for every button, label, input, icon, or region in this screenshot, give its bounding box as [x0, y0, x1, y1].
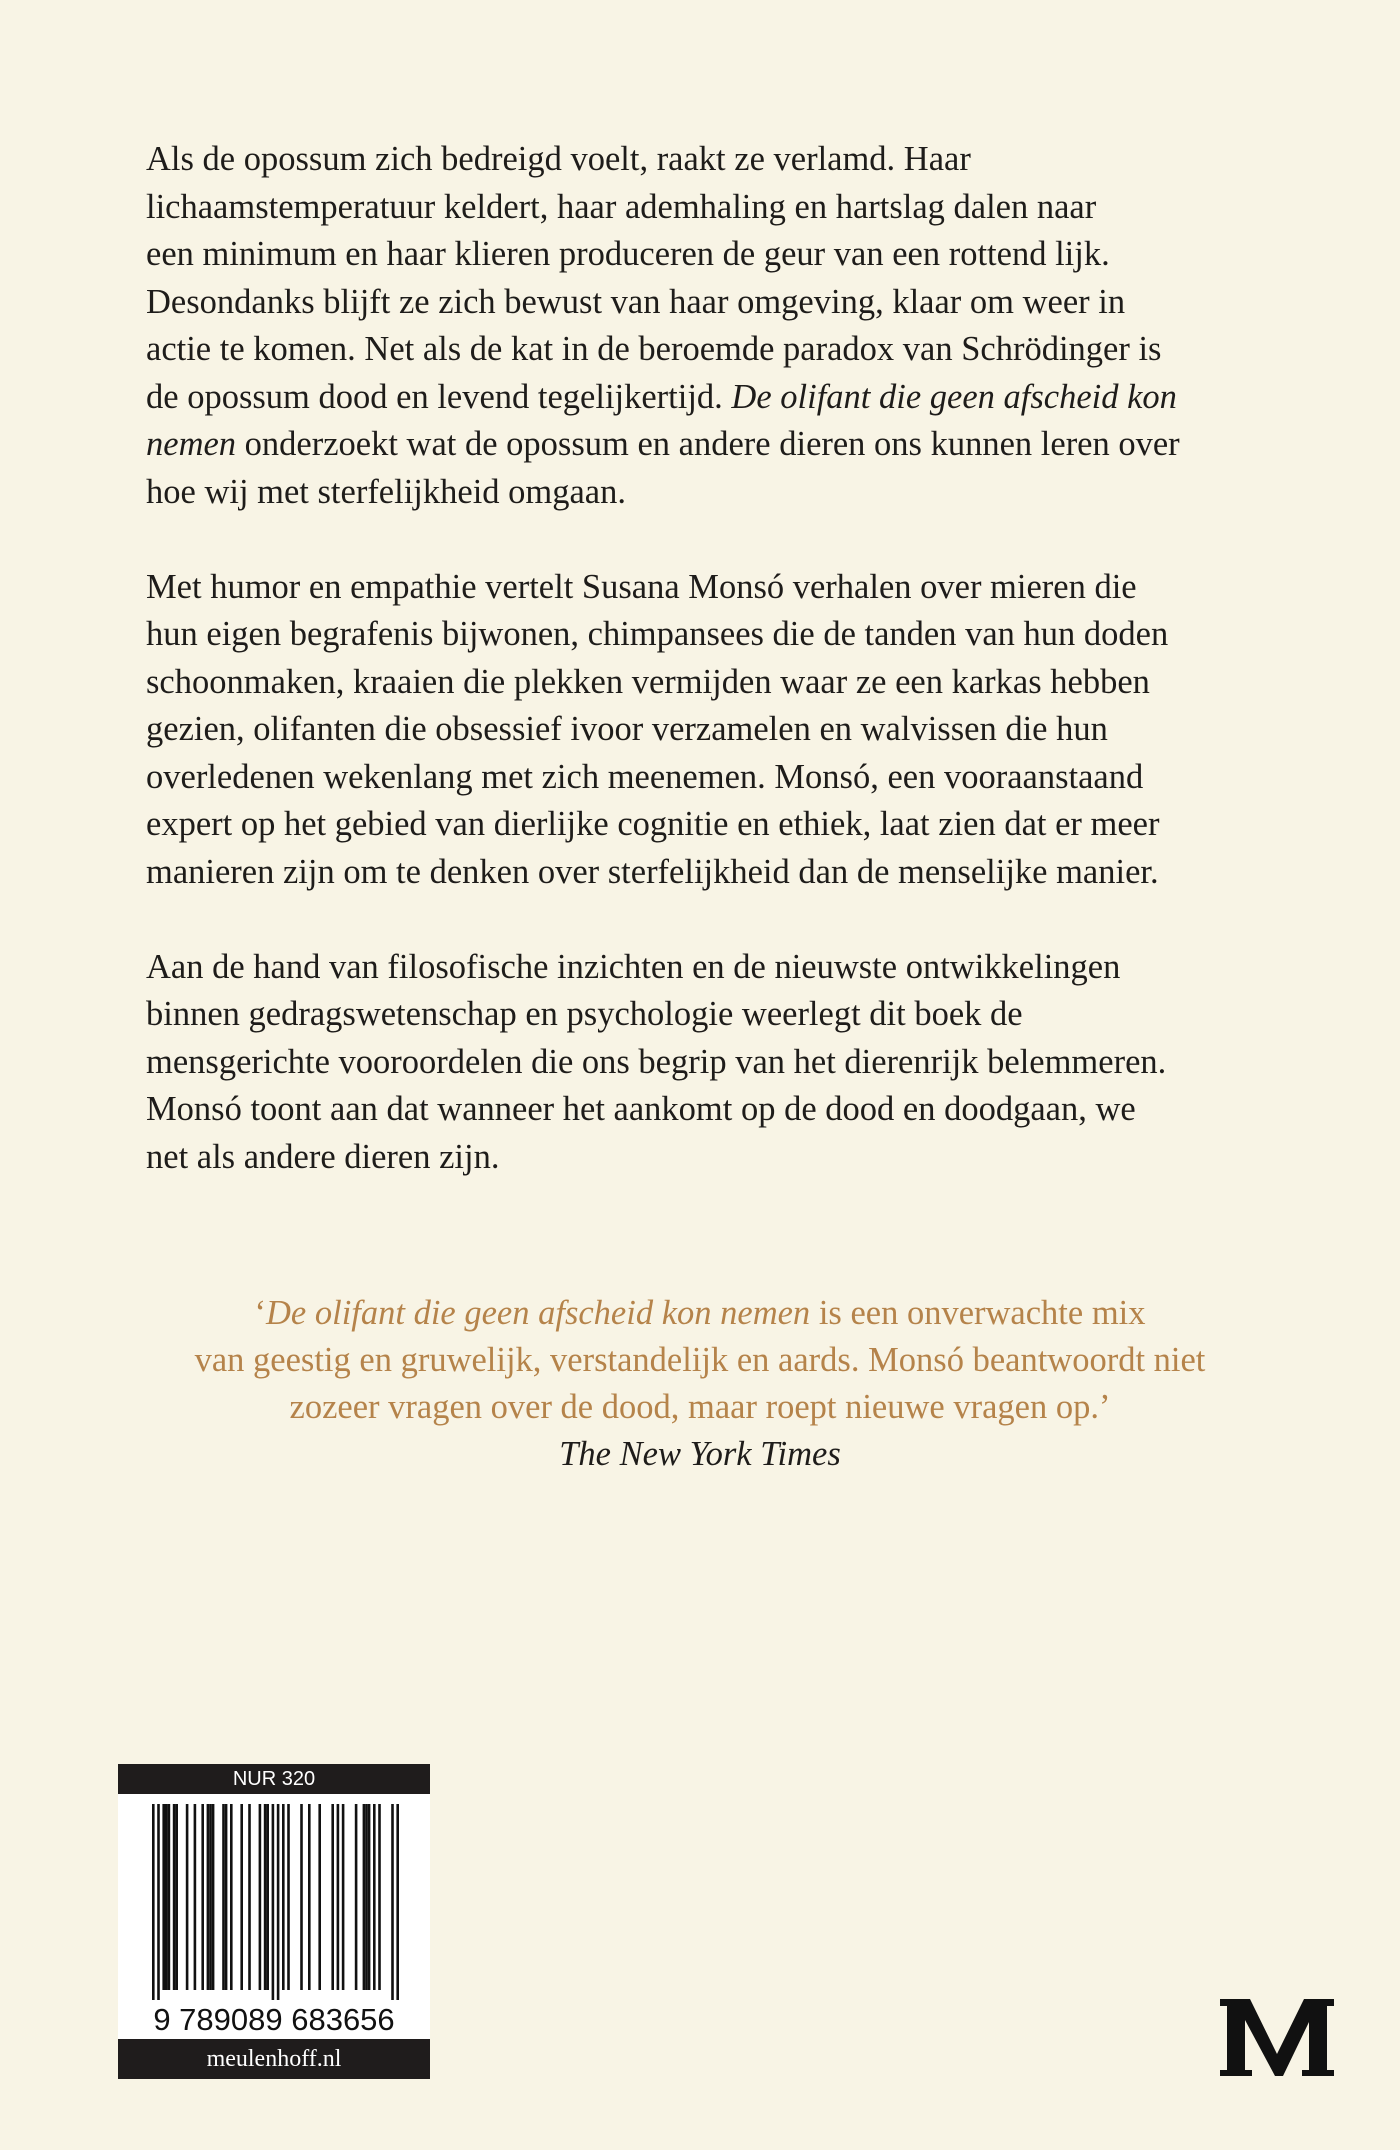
text-line	[146, 754, 1286, 802]
barcode-bar	[162, 1804, 165, 1990]
barcode-bar	[157, 1804, 160, 2000]
text-line	[146, 991, 1286, 1039]
barcode-bar	[308, 1804, 311, 1990]
barcode-bar	[363, 1804, 366, 1990]
barcode-bar	[152, 1804, 155, 2000]
text-segment: van geestig en gruwelijk, verstandelijk en aards. Monsó beantwoordt niet	[194, 1341, 1206, 1379]
text-segment: Als de opossum zich bedreigd voelt, raakt ze verlamd. Haar	[146, 140, 971, 178]
barcode-bar	[173, 1804, 176, 1990]
quote-attribution: The New York Times	[559, 1435, 841, 1473]
text-segment: hoe wij met sterfelijkheid omgaan.	[146, 472, 626, 511]
review-quote-text	[0, 1290, 1400, 1431]
text-line	[146, 136, 1286, 184]
barcode-bar	[212, 1804, 215, 1990]
text-segment: Met humor en empathie vertelt Susana Monsó verhalen over mieren die	[146, 567, 1137, 606]
text-line	[146, 659, 1286, 707]
barcode-bar	[225, 1804, 228, 1990]
text-segment: een minimum en haar klieren produceren de geur van een rottend lijk.	[146, 235, 1110, 273]
barcode-bar	[331, 1804, 334, 1990]
text-segment: binnen gedragswetenschap en psychologie weerlegt dit boek de	[146, 995, 1023, 1033]
barcode-bar	[287, 1804, 290, 1990]
text-line	[146, 849, 1286, 897]
text-line	[146, 1134, 1286, 1182]
text-line	[146, 279, 1286, 327]
blurb-text	[146, 136, 1286, 1181]
barcode-block	[118, 1764, 430, 2079]
isbn-number: 9 789089 683656	[153, 2002, 395, 2037]
text-line	[146, 564, 1286, 612]
barcode-bar	[248, 1804, 251, 1990]
barcode-bar	[365, 1804, 368, 1990]
text-line	[146, 1086, 1286, 1134]
italic-book-title: De olifant die geen afscheid kon nemen	[266, 1294, 811, 1332]
text-line	[146, 706, 1286, 754]
text-line	[146, 1039, 1286, 1087]
barcode-bar	[337, 1804, 340, 1990]
text-segment: onderzoekt wat de opossum en andere dieren ons kunnen leren over	[236, 425, 1180, 463]
text-line	[146, 611, 1286, 659]
barcode-bar	[165, 1804, 168, 1990]
text-segment: Aan de hand van filosofische inzichten en de nieuwste ontwikkelingen	[146, 947, 1121, 986]
barcode-bar	[396, 1804, 399, 2000]
text-line	[146, 231, 1286, 279]
blurb-paragraph	[146, 136, 1286, 516]
barcode-bar	[300, 1804, 303, 1990]
text-segment: hun eigen begrafenis bijwonen, chimpansees die de tanden van hun doden	[146, 615, 1169, 653]
text-line	[146, 184, 1286, 232]
barcode-bar	[391, 1804, 394, 2000]
text-segment: mensgerichte vooroordelen die ons begrip van het dierenrijk belemmeren.	[146, 1042, 1167, 1081]
barcode-bar	[318, 1804, 321, 1990]
text-line	[146, 801, 1286, 849]
text-segment: expert op het gebied van dierlijke cognitie en ethiek, laat zien dat er meer	[146, 805, 1160, 843]
barcode-bar	[209, 1804, 212, 1990]
barcode-bar	[373, 1804, 376, 1990]
barcode-bar	[355, 1804, 358, 1990]
barcode-bar	[266, 1804, 269, 1990]
text-segment: manieren zijn om te denken over sterfelijkheid dan de menselijke manier.	[146, 852, 1159, 891]
review-quote	[0, 1290, 1400, 1478]
text-line	[0, 1290, 1400, 1337]
barcode-bar	[240, 1804, 243, 1990]
text-line	[0, 1337, 1400, 1384]
isbn-barcode	[118, 1794, 430, 2039]
text-line	[146, 326, 1286, 374]
text-segment: actie te komen. Net als de kat in de beroemde paradox van Schrödinger is	[146, 330, 1162, 368]
text-line	[146, 944, 1286, 992]
text-segment: Monsó toont aan dat wanneer het aankomt op de dood en doodgaan, we	[146, 1090, 1136, 1128]
text-segment: zozeer vragen over de dood, maar roept nieuwe vragen op.’	[289, 1388, 1111, 1426]
nur-label: NUR 320	[118, 1764, 430, 1794]
meulenhoff-logo	[1218, 1996, 1336, 2078]
text-segment: overledenen wekenlang met zich meenemen. Monsó, een vooraanstaand	[146, 757, 1144, 796]
text-segment: is een onverwachte mix	[810, 1294, 1146, 1332]
barcode-bar	[342, 1804, 345, 1990]
barcode-bar	[282, 1804, 285, 1990]
text-segment: schoonmaken, kraaien die plekken vermijden waar ze een karkas hebben	[146, 662, 1150, 701]
text-line	[0, 1384, 1400, 1431]
barcode-bar	[201, 1804, 204, 1990]
publisher-website: meulenhoff.nl	[118, 2039, 430, 2079]
blurb-paragraph	[146, 944, 1286, 1182]
barcode-bar	[222, 1804, 225, 1990]
blurb-paragraph	[146, 564, 1286, 897]
barcode-bar	[230, 1804, 233, 1990]
barcode-bar	[207, 1804, 210, 1990]
barcode-bar	[194, 1804, 197, 1990]
italic-book-title: nemen	[146, 425, 237, 463]
barcode-bar	[175, 1804, 178, 1990]
text-segment: net als andere dieren zijn.	[146, 1137, 500, 1176]
text-segment: Desondanks blijft ze zich bewust van haar omgeving, klaar om weer in	[146, 282, 1126, 321]
text-segment: gezien, olifanten die obsessief ivoor verzamelen en walvissen die hun	[146, 710, 1108, 748]
barcode-bar	[168, 1804, 171, 1990]
barcode-bar	[378, 1804, 381, 1990]
text-line	[146, 469, 1286, 517]
italic-book-title: De olifant die geen afscheid kon	[731, 377, 1177, 416]
barcode-bar	[272, 1804, 275, 2000]
text-segment: de opossum dood en levend tegelijkertijd.	[146, 377, 732, 416]
text-line	[146, 374, 1286, 422]
text-line	[146, 421, 1286, 469]
barcode-bar	[186, 1804, 189, 1990]
barcode-bar	[259, 1804, 262, 1990]
text-segment: ‘	[254, 1294, 267, 1332]
barcode-bar	[368, 1804, 371, 1990]
text-segment: lichaamstemperatuur keldert, haar ademhaling en hartslag dalen naar	[146, 187, 1097, 226]
barcode-bar	[277, 1804, 280, 2000]
barcode-bar	[264, 1804, 267, 1990]
